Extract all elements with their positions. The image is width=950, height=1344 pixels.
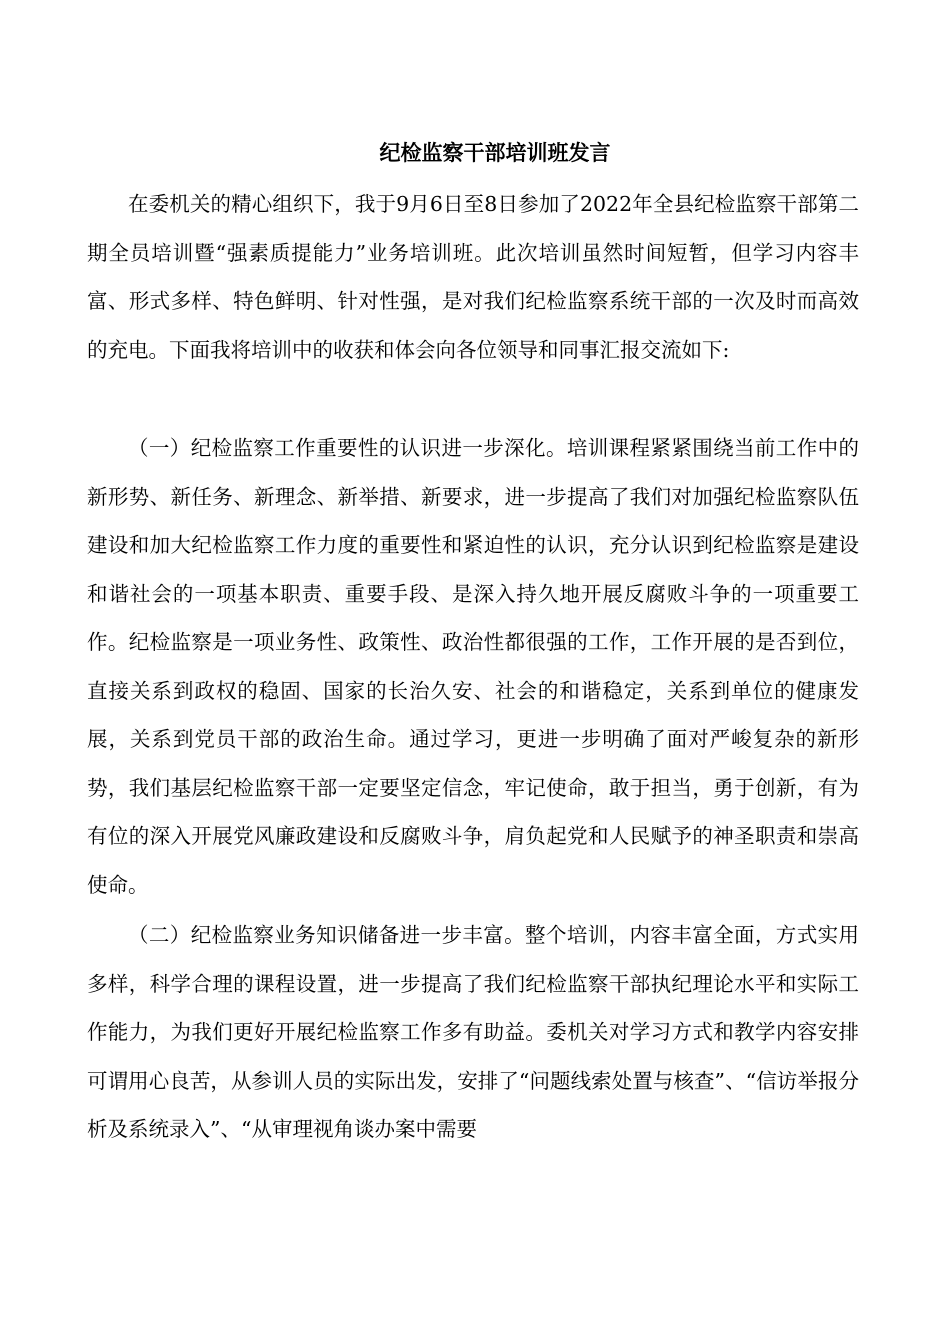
paragraph-section-1: （一）纪检监察工作重要性的认识进一步深化。培训课程紧紧围绕当前工作中的新形势、新任务、新理念、新举措、新要求，进一步提高了我们对加强纪检监察队伍建设和加大纪检监察工作力度的重要性和紧迫性的认识，充分认识到纪检监察是建设和谐社会的一项基本职责、重要手段、是深入持久地开展反腐败斗争的一项重要工作。纪检监察是一项业务性、政策性、政治性都很强的工作，工作开展的是否到位，直接关系到政权的稳固、国家的长治久安、社会的和谐稳定，关系到单位的健康发展，关系到党员干部的政治生命。通过学习，更进一步明确了面对严峻复杂的新形势，我们基层纪检监察干部一定要坚定信念，牢记使命，敢于担当，勇于创新，有为有位的深入开展党风廉政建设和反腐败斗争，肩负起党和人民赋予的神圣职责和崇高使命。 — [87, 436, 859, 897]
paragraph-section-2: （二）纪检监察业务知识储备进一步丰富。整个培训，内容丰富全面，方式实用多样，科学合理的课程设置，进一步提高了我们纪检监察干部执纪理论水平和实际工作能力，为我们更好开展纪检监察工作多有助益。委机关对学习方式和教学内容安排可谓用心良苦，从参训人员的实际出发，安排了“问题线索处置与核查”、“信访举报分析及系统录入”、“从审理视角谈办案中需要 — [87, 923, 859, 1141]
paragraph-intro: 在委机关的精心组织下，我于9月6日至8日参加了2022年全县纪检监察干部第二期全员培训暨“强素质提能力”业务培训班。此次培训虽然时间短暂，但学习内容丰富、形式多样、特色鲜明、针对性强，是对我们纪检监察系统干部的一次及时而高效的充电。下面我将培训中的收获和体会向各位领导和同事汇报交流如下: — [87, 192, 859, 362]
document-title: 纪检监察干部培训班发言 — [379, 141, 611, 165]
